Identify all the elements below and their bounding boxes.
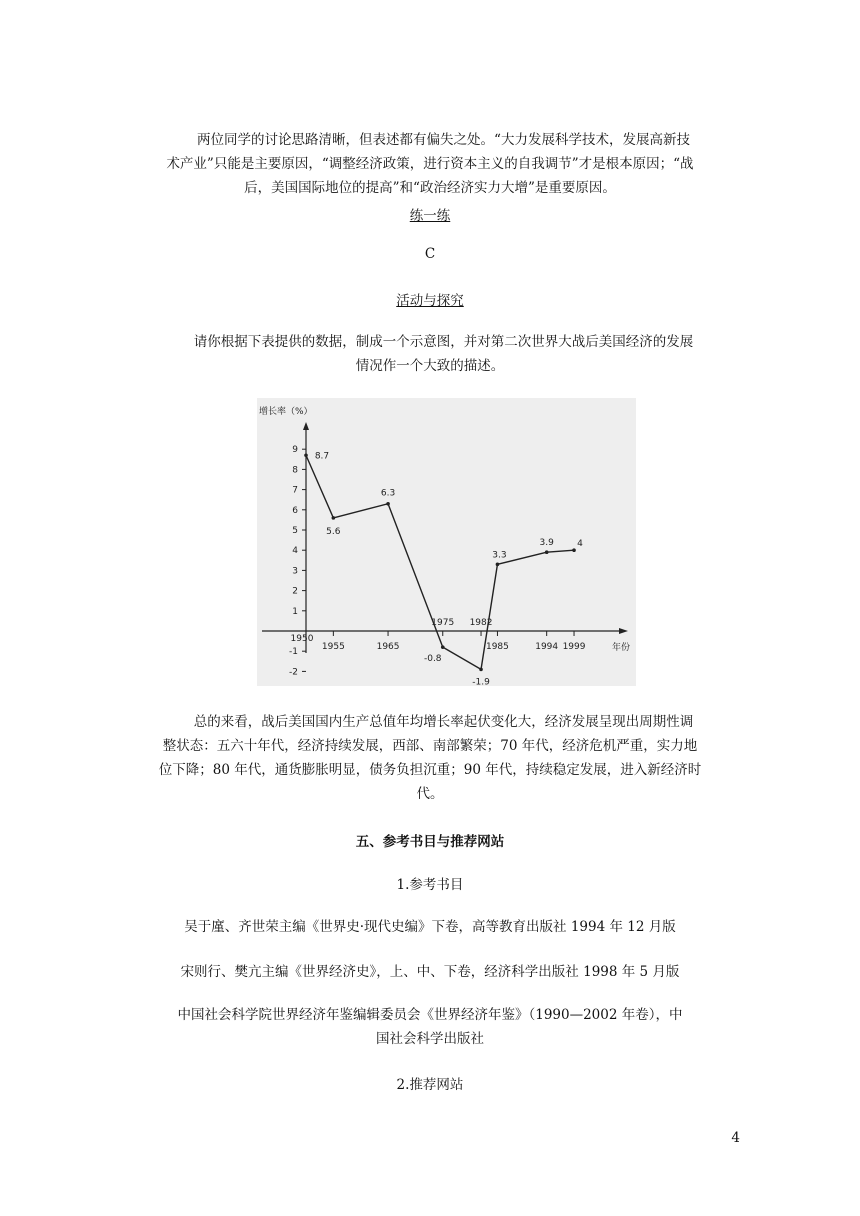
data-point <box>479 668 483 672</box>
x-axis-arrow <box>619 628 628 634</box>
reference-book-3-line-2: 国社会科学出版社 <box>376 1031 484 1047</box>
summary-paragraph <box>130 710 730 806</box>
data-point <box>386 502 390 506</box>
x-tick-label: 1965 <box>376 642 400 652</box>
data-point <box>496 563 500 567</box>
activity-paragraph <box>130 330 730 378</box>
data-label: 3.3 <box>492 550 507 561</box>
practice-heading: 练一练 <box>409 208 451 224</box>
summary-line-1: 总的来看，战后美国国内生产总值年均增长率起伏变化大，经济发展呈现出周期性调 <box>193 714 694 730</box>
activity-heading: 活动与探究 <box>396 293 464 309</box>
reference-book-2: 宋则行、樊亢主编《世界经济史》，上、中、下卷，经济科学出版社 1998 年 5 月版 <box>180 964 680 980</box>
y-tick-label: 2 <box>292 586 298 597</box>
websites-subheading: 2.推荐网站 <box>396 1077 464 1093</box>
reference-book-1: 吴于廑、齐世荣主编《世界史·现代史编》下卷，高等教育出版社 1994 年 12 月版 <box>184 919 676 935</box>
y-tick-label: 3 <box>292 566 298 577</box>
activity-line-1: 请你根据下表提供的数据，制成一个示意图，并对第二次世界大战后美国经济的发展 <box>193 334 694 350</box>
y-tick-label: 8 <box>292 465 298 476</box>
x-tick-label: 1950 <box>290 634 314 644</box>
y-tick-label: 1 <box>292 606 298 617</box>
chart-svg <box>257 398 636 686</box>
activity-line-2: 情况作一个大致的描述。 <box>355 358 505 374</box>
data-label: 4 <box>577 539 583 550</box>
intro-line-1: 两位同学的讨论思路清晰，但表述都有偏失之处。“大力发展科学技术，发展高新技 <box>197 132 690 148</box>
x-axis-label: 年份 <box>612 643 631 653</box>
y-tick-label: -1 <box>289 647 298 658</box>
summary-line-4: 代。 <box>416 786 444 802</box>
summary-line-3: 位下降；80 年代，通货膨胀明显，债务负担沉重；90 年代，持续稳定发展，进入新经济时 <box>158 762 702 778</box>
y-tick-label: 7 <box>292 485 298 496</box>
practice-answer: C <box>424 246 436 262</box>
data-point <box>545 550 549 554</box>
data-point <box>441 645 445 649</box>
intro-paragraph <box>130 128 730 200</box>
data-label: 6.3 <box>380 488 396 499</box>
y-tick-label: 6 <box>292 505 298 516</box>
y-axis-label: 增长率（%） <box>259 407 313 417</box>
summary-line-2: 整状态：五六十年代，经济持续发展，西部、南部繁荣；70 年代，经济危机严重，实力地 <box>162 738 698 754</box>
data-label: 8.7 <box>314 451 330 462</box>
intro-line-2: 术产业”只能是主要原因，“调整经济政策，进行资本主义的自我调节”才是根本原因；“战 <box>166 156 694 172</box>
x-tick-label: 1955 <box>321 642 345 652</box>
x-tick-label: 1999 <box>562 642 586 652</box>
y-tick-label: 4 <box>292 546 298 557</box>
data-label: 3.9 <box>539 538 554 549</box>
x-tick-label: 1985 <box>485 642 509 652</box>
data-label: -0.8 <box>423 654 442 665</box>
y-axis-arrow <box>303 422 309 430</box>
data-point <box>332 516 336 520</box>
page-number: 4 <box>731 1130 740 1146</box>
x-tick-label: 1994 <box>535 642 559 652</box>
data-label: -1.9 <box>472 677 490 686</box>
references-subheading: 1.参考书目 <box>396 877 464 893</box>
reference-book-3 <box>130 1003 730 1051</box>
y-tick-label: 5 <box>292 526 298 536</box>
reference-book-3-line-1: 中国社会科学院世界经济年鉴编辑委员会《世界经济年鉴》（1990—2002 年卷），中 <box>177 1007 683 1023</box>
y-tick-label: -2 <box>289 667 298 678</box>
data-point <box>304 453 308 457</box>
growth-rate-line <box>306 455 574 669</box>
x-tick-label: 1975 <box>431 618 455 628</box>
growth-rate-chart <box>257 398 636 686</box>
data-label: 5.6 <box>326 526 341 537</box>
y-tick-label: 9 <box>292 445 298 456</box>
x-tick-label: 1982 <box>469 618 493 628</box>
data-point <box>572 548 576 552</box>
section-5-heading: 五、参考书目与推荐网站 <box>355 834 505 850</box>
intro-line-3: 后，美国国际地位的提高”和“政治经济实力大增”是重要原因。 <box>244 180 616 196</box>
